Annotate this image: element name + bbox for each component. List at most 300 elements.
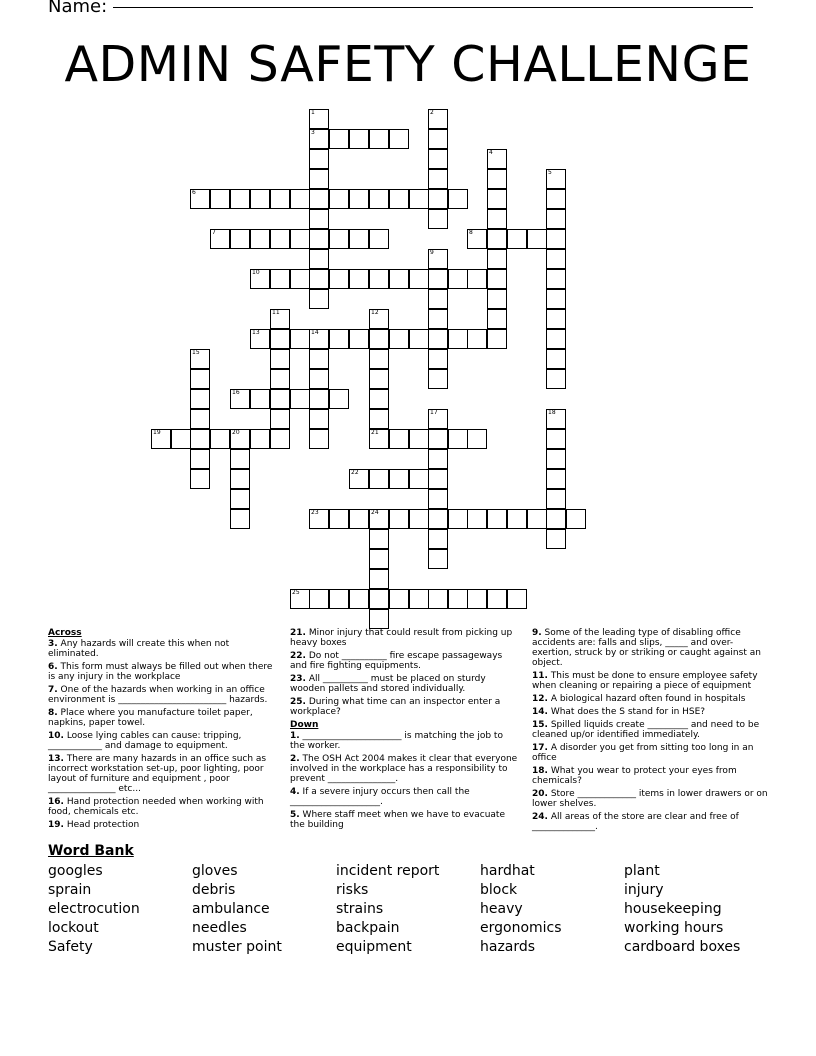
clue-text: A disorder you get from sitting too long in an office <box>532 743 754 763</box>
crossword-cell[interactable] <box>369 609 389 629</box>
cell-number: 18 <box>548 409 556 416</box>
crossword-cell[interactable] <box>507 589 527 609</box>
cell-number: 1 <box>311 109 315 116</box>
clue-number: 24. <box>532 812 548 822</box>
cell-number: 25 <box>292 589 300 596</box>
crossword-cell[interactable] <box>428 349 448 369</box>
clues-column-3 <box>532 628 768 835</box>
crossword-cell[interactable] <box>546 509 566 529</box>
word-bank-item: injury <box>624 882 664 898</box>
crossword-cell[interactable] <box>448 189 468 209</box>
crossword-cell[interactable] <box>290 329 310 349</box>
crossword-cell[interactable] <box>546 369 566 389</box>
word-bank-item: googles <box>48 863 103 879</box>
crossword-cell[interactable] <box>329 269 349 289</box>
crossword-cell[interactable] <box>270 409 290 429</box>
crossword-cell[interactable] <box>230 189 250 209</box>
crossword-cell[interactable] <box>190 469 210 489</box>
crossword-cell[interactable] <box>309 509 329 529</box>
crossword-cell[interactable] <box>428 429 448 449</box>
crossword-cell[interactable] <box>448 269 468 289</box>
crossword-cell[interactable] <box>309 209 329 229</box>
crossword-cell[interactable] <box>546 409 566 429</box>
clue-text: If a severe injury occurs then call the ____________________. <box>290 787 470 807</box>
crossword-cell[interactable] <box>210 429 230 449</box>
crossword-cell[interactable] <box>309 189 329 209</box>
crossword-cell[interactable] <box>487 589 507 609</box>
clue-text: ______________________ is matching the job to the worker. <box>290 731 503 751</box>
crossword-cell[interactable] <box>349 469 369 489</box>
crossword-cell[interactable] <box>409 589 429 609</box>
clue-number: 1. <box>290 731 300 741</box>
word-bank-item: cardboard boxes <box>624 939 741 955</box>
word-bank-item: backpain <box>336 920 400 936</box>
clue <box>290 674 520 694</box>
crossword-cell[interactable] <box>428 129 448 149</box>
clue-number: 20. <box>532 789 548 799</box>
clue-text: What does the S stand for in HSE? <box>547 707 706 717</box>
crossword-cell[interactable] <box>487 329 507 349</box>
crossword-cell[interactable] <box>349 129 369 149</box>
crossword-cell[interactable] <box>309 329 329 349</box>
crossword-cell[interactable] <box>467 269 487 289</box>
crossword-cell[interactable] <box>329 589 349 609</box>
clue-section-header: Down <box>290 720 319 730</box>
clue-number: 7. <box>48 685 58 695</box>
crossword-cell[interactable] <box>487 229 507 249</box>
clue-number: 11. <box>532 671 548 681</box>
crossword-cell[interactable] <box>409 509 429 529</box>
word-bank-item: strains <box>336 901 384 917</box>
crossword-cell[interactable] <box>428 269 448 289</box>
clue-text: There are many hazards in an office such as incorrect workstation set-up, poor lighting, poor layout of furniture and equipment , poor _______________ etc... <box>48 754 267 794</box>
crossword-cell[interactable] <box>270 229 290 249</box>
clue-number: 17. <box>532 743 548 753</box>
word-bank-item: gloves <box>192 863 238 879</box>
clue <box>532 707 768 717</box>
cell-number: 21 <box>371 429 379 436</box>
clue-number: 2. <box>290 754 300 764</box>
clue <box>532 694 768 704</box>
word-bank-item: block <box>480 882 518 898</box>
clue-text: Place where you manufacture toilet paper, napkins, paper towel. <box>48 708 253 728</box>
crossword-cell[interactable] <box>309 389 329 409</box>
crossword-cell[interactable] <box>369 369 389 389</box>
crossword-cell[interactable] <box>349 229 369 249</box>
clue-text: Where staff meet when we have to evacuate the building <box>290 810 505 830</box>
clue <box>290 628 520 648</box>
crossword-cell[interactable] <box>369 269 389 289</box>
clue <box>48 754 276 794</box>
clue-number: 21. <box>290 628 306 638</box>
crossword-cell[interactable] <box>270 329 290 349</box>
crossword-cell[interactable] <box>467 509 487 529</box>
clue-number: 23. <box>290 674 306 684</box>
crossword-cell[interactable] <box>190 429 210 449</box>
clue <box>48 797 276 817</box>
crossword-cell[interactable] <box>290 389 310 409</box>
clue <box>532 720 768 740</box>
crossword-cell[interactable] <box>250 429 270 449</box>
crossword-cell[interactable] <box>428 589 448 609</box>
crossword-cell[interactable] <box>369 589 389 609</box>
clue-number: 22. <box>290 651 306 661</box>
clue <box>48 708 276 728</box>
cell-number: 3 <box>311 129 315 136</box>
cell-number: 12 <box>371 309 379 316</box>
crossword-cell[interactable] <box>290 589 310 609</box>
clue-number: 6. <box>48 662 58 672</box>
crossword-cell[interactable] <box>546 349 566 369</box>
crossword-cell[interactable] <box>487 509 507 529</box>
crossword-cell[interactable] <box>329 229 349 249</box>
cell-number: 4 <box>489 149 493 156</box>
word-bank-item: heavy <box>480 901 523 917</box>
crossword-cell[interactable] <box>428 209 448 229</box>
crossword-cell[interactable] <box>349 269 369 289</box>
clue-number: 5. <box>290 810 300 820</box>
word-bank-item: hardhat <box>480 863 535 879</box>
crossword-cell[interactable] <box>389 429 409 449</box>
crossword-cell[interactable] <box>409 469 429 489</box>
clue-text: This form must always be filled out when there is any injury in the workplace <box>48 662 273 682</box>
crossword-cell[interactable] <box>250 389 270 409</box>
crossword-cell[interactable] <box>210 229 230 249</box>
crossword-cell[interactable] <box>369 329 389 349</box>
crossword-cell[interactable] <box>190 389 210 409</box>
crossword-cell[interactable] <box>329 389 349 409</box>
clue <box>48 685 276 705</box>
crossword-cell[interactable] <box>369 189 389 209</box>
crossword-cell[interactable] <box>309 269 329 289</box>
clue <box>290 754 520 784</box>
clue-text: What you wear to protect your eyes from chemicals? <box>532 766 737 786</box>
crossword-cell[interactable] <box>487 289 507 309</box>
crossword-cell[interactable] <box>409 329 429 349</box>
clue <box>532 628 768 668</box>
clue-number: 8. <box>48 708 58 718</box>
clue <box>48 731 276 751</box>
crossword-cell[interactable] <box>527 229 547 249</box>
cell-number: 19 <box>153 429 161 436</box>
clue-text: Head protection <box>63 820 140 830</box>
crossword-cell[interactable] <box>487 309 507 329</box>
crossword-cell[interactable] <box>428 529 448 549</box>
crossword-cell[interactable] <box>546 309 566 329</box>
crossword-cell[interactable] <box>467 329 487 349</box>
cell-number: 16 <box>232 389 240 396</box>
crossword-cell[interactable] <box>546 429 566 449</box>
crossword-cell[interactable] <box>448 329 468 349</box>
cell-number: 2 <box>430 109 434 116</box>
crossword-cell[interactable] <box>428 169 448 189</box>
crossword-cell[interactable] <box>309 349 329 369</box>
crossword-cell[interactable] <box>309 369 329 389</box>
word-bank-item: electrocution <box>48 901 140 917</box>
clue <box>48 820 276 830</box>
word-bank-item: lockout <box>48 920 99 936</box>
crossword-cell[interactable] <box>487 269 507 289</box>
crossword-cell[interactable] <box>428 289 448 309</box>
crossword-cell[interactable] <box>309 109 329 129</box>
cell-number: 23 <box>311 509 319 516</box>
word-bank-title: Word Bank <box>48 843 134 859</box>
crossword-cell[interactable] <box>369 549 389 569</box>
crossword-cell[interactable] <box>428 149 448 169</box>
crossword-cell[interactable] <box>329 189 349 209</box>
crossword-cell[interactable] <box>546 449 566 469</box>
cell-number: 22 <box>351 469 359 476</box>
name-label: Name: <box>48 0 108 17</box>
clues-column-2 <box>290 628 520 833</box>
crossword-cell[interactable] <box>546 269 566 289</box>
crossword-cell[interactable] <box>270 369 290 389</box>
crossword-cell[interactable] <box>467 229 487 249</box>
crossword-cell[interactable] <box>546 469 566 489</box>
clue-number: 16. <box>48 797 64 807</box>
clues-column-1 <box>48 628 276 833</box>
clue-text: Spilled liquids create _________ and need to be cleaned up/or identified immediately. <box>532 720 760 740</box>
crossword-cell[interactable] <box>250 189 270 209</box>
crossword-cell[interactable] <box>349 509 369 529</box>
crossword-cell[interactable] <box>448 429 468 449</box>
clue-text: Hand protection needed when working with food, chemicals etc. <box>48 797 264 817</box>
crossword-cell[interactable] <box>270 349 290 369</box>
crossword-cell[interactable] <box>409 189 429 209</box>
crossword-cell[interactable] <box>428 309 448 329</box>
crossword-cell[interactable] <box>369 229 389 249</box>
crossword-cell[interactable] <box>428 449 448 469</box>
crossword-cell[interactable] <box>546 329 566 349</box>
crossword-cell[interactable] <box>309 429 329 449</box>
crossword-cell[interactable] <box>448 589 468 609</box>
word-bank-item: muster point <box>192 939 282 955</box>
word-bank-item: risks <box>336 882 369 898</box>
cell-number: 15 <box>192 349 200 356</box>
clue-number: 4. <box>290 787 300 797</box>
crossword-cell[interactable] <box>250 329 270 349</box>
clue <box>532 812 768 832</box>
crossword-cell[interactable] <box>270 389 290 409</box>
crossword-cell[interactable] <box>290 269 310 289</box>
cell-number: 11 <box>272 309 280 316</box>
crossword-cell[interactable] <box>309 129 329 149</box>
clue <box>532 766 768 786</box>
crossword-cell[interactable] <box>546 489 566 509</box>
crossword-cell[interactable] <box>428 189 448 209</box>
clue-number: 9. <box>532 628 542 638</box>
crossword-cell[interactable] <box>270 269 290 289</box>
clue-text: All areas of the store are clear and free of ______________. <box>532 812 739 832</box>
crossword-cell[interactable] <box>171 429 191 449</box>
crossword-cell[interactable] <box>369 509 389 529</box>
crossword-cell[interactable] <box>309 169 329 189</box>
crossword-cell[interactable] <box>546 229 566 249</box>
crossword-cell[interactable] <box>428 249 448 269</box>
crossword-cell[interactable] <box>369 569 389 589</box>
crossword-cell[interactable] <box>230 449 250 469</box>
crossword-cell[interactable] <box>290 229 310 249</box>
clue <box>290 810 520 830</box>
crossword-cell[interactable] <box>428 329 448 349</box>
clue-number: 13. <box>48 754 64 764</box>
word-bank-item: sprain <box>48 882 92 898</box>
crossword-cell[interactable] <box>389 329 409 349</box>
cell-number: 13 <box>252 329 260 336</box>
crossword-cell[interactable] <box>369 429 389 449</box>
crossword-cell[interactable] <box>546 189 566 209</box>
crossword-cell[interactable] <box>270 309 290 329</box>
crossword-cell[interactable] <box>309 249 329 269</box>
crossword-cell[interactable] <box>546 249 566 269</box>
crossword-cell[interactable] <box>329 129 349 149</box>
crossword-cell[interactable] <box>151 429 171 449</box>
crossword-cell[interactable] <box>190 369 210 389</box>
crossword-cell[interactable] <box>467 429 487 449</box>
crossword-cell[interactable] <box>250 269 270 289</box>
crossword-cell[interactable] <box>349 589 369 609</box>
crossword-cell[interactable] <box>389 189 409 209</box>
crossword-cell[interactable] <box>507 509 527 529</box>
crossword-cell[interactable] <box>349 329 369 349</box>
crossword-cell[interactable] <box>369 409 389 429</box>
page-title: ADMIN SAFETY CHALLENGE <box>64 36 752 93</box>
clue <box>290 651 520 671</box>
crossword-cell[interactable] <box>190 349 210 369</box>
crossword-cell[interactable] <box>369 389 389 409</box>
word-bank-item: debris <box>192 882 236 898</box>
crossword-cell[interactable] <box>487 189 507 209</box>
crossword-cell[interactable] <box>270 189 290 209</box>
word-bank-item: needles <box>192 920 247 936</box>
clue-text: All __________ must be placed on sturdy wooden pallets and stored individually. <box>290 674 486 694</box>
word-bank-item: housekeeping <box>624 901 722 917</box>
word-bank-item: incident report <box>336 863 440 879</box>
crossword-cell[interactable] <box>428 369 448 389</box>
cell-number: 20 <box>232 429 240 436</box>
clue-text: One of the hazards when working in an office environment is ________________________ hazards. <box>48 685 268 705</box>
clue-text: A biological hazard often found in hospitals <box>547 694 746 704</box>
crossword-cell[interactable] <box>389 469 409 489</box>
crossword-cell[interactable] <box>389 269 409 289</box>
clue <box>532 789 768 809</box>
crossword-cell[interactable] <box>230 229 250 249</box>
crossword-cell[interactable] <box>309 409 329 429</box>
crossword-cell[interactable] <box>230 389 250 409</box>
crossword-cell[interactable] <box>329 329 349 349</box>
crossword-cell[interactable] <box>487 169 507 189</box>
word-bank-item: plant <box>624 863 660 879</box>
crossword-cell[interactable] <box>270 429 290 449</box>
crossword-cell[interactable] <box>428 469 448 489</box>
crossword-cell[interactable] <box>329 509 349 529</box>
crossword-cell[interactable] <box>409 429 429 449</box>
clue-number: 10. <box>48 731 64 741</box>
clue-text: During what time can an inspector enter a workplace? <box>290 697 501 717</box>
crossword-cell[interactable] <box>389 129 409 149</box>
cell-number: 5 <box>548 169 552 176</box>
crossword-cell[interactable] <box>428 509 448 529</box>
word-bank-item: Safety <box>48 939 93 955</box>
word-bank-item: ambulance <box>192 901 270 917</box>
crossword-cell[interactable] <box>389 509 409 529</box>
crossword-cell[interactable] <box>409 269 429 289</box>
crossword-cell[interactable] <box>389 589 409 609</box>
crossword-cell[interactable] <box>487 249 507 269</box>
crossword-cell[interactable] <box>309 289 329 309</box>
clue-number: 25. <box>290 697 306 707</box>
crossword-cell[interactable] <box>349 189 369 209</box>
crossword-cell[interactable] <box>546 169 566 189</box>
crossword-cell[interactable] <box>467 589 487 609</box>
crossword-cell[interactable] <box>369 529 389 549</box>
crossword-cell[interactable] <box>230 469 250 489</box>
clue-number: 14. <box>532 707 548 717</box>
crossword-cell[interactable] <box>428 489 448 509</box>
crossword-cell[interactable] <box>369 349 389 369</box>
crossword-cell[interactable] <box>309 229 329 249</box>
clue <box>290 731 520 751</box>
crossword-cell[interactable] <box>428 549 448 569</box>
clue-number: 3. <box>48 639 58 649</box>
cell-number: 24 <box>371 509 379 516</box>
clue <box>532 671 768 691</box>
crossword-cell[interactable] <box>448 509 468 529</box>
crossword-cell[interactable] <box>230 489 250 509</box>
cell-number: 17 <box>430 409 438 416</box>
crossword-cell[interactable] <box>230 429 250 449</box>
crossword-cell[interactable] <box>250 229 270 249</box>
crossword-cell[interactable] <box>507 229 527 249</box>
cell-number: 10 <box>252 269 260 276</box>
crossword-cell[interactable] <box>428 409 448 429</box>
crossword-cell[interactable] <box>230 509 250 529</box>
crossword-cell[interactable] <box>546 529 566 549</box>
clue-text: Minor injury that could result from picking up heavy boxes <box>290 628 513 648</box>
crossword-cell[interactable] <box>566 509 586 529</box>
crossword-cell[interactable] <box>190 449 210 469</box>
crossword-cell[interactable] <box>210 189 230 209</box>
clue-number: 12. <box>532 694 548 704</box>
crossword-cell[interactable] <box>309 589 329 609</box>
crossword-cell[interactable] <box>546 289 566 309</box>
crossword-cell[interactable] <box>546 209 566 229</box>
crossword-cell[interactable] <box>290 189 310 209</box>
crossword-cell[interactable] <box>190 189 210 209</box>
crossword-cell[interactable] <box>487 149 507 169</box>
cell-number: 9 <box>430 249 434 256</box>
clue <box>532 743 768 763</box>
word-bank-item: working hours <box>624 920 724 936</box>
crossword-cell[interactable] <box>309 149 329 169</box>
word-bank-item: hazards <box>480 939 536 955</box>
crossword-cell[interactable] <box>369 469 389 489</box>
clue-text: Loose lying cables can cause: tripping, ____________ and damage to equipment. <box>48 731 242 751</box>
crossword-cell[interactable] <box>369 309 389 329</box>
crossword-cell[interactable] <box>369 129 389 149</box>
clue <box>290 787 520 807</box>
crossword-cell[interactable] <box>527 509 547 529</box>
crossword-cell[interactable] <box>428 109 448 129</box>
clue-text: Some of the leading type of disabling office accidents are: falls and slips, _____ and over-exertion, struck by or striking or caught against an object. <box>532 628 761 668</box>
clue-text: Store _____________ items in lower drawers or on lower shelves. <box>532 789 768 809</box>
crossword-cell[interactable] <box>190 409 210 429</box>
clue-text: Do not __________ fire escape passageways and fire fighting equipments. <box>290 651 503 671</box>
crossword-cell[interactable] <box>487 209 507 229</box>
clue <box>48 662 276 682</box>
clue-number: 15. <box>532 720 548 730</box>
clue-text: Any hazards will create this when not eliminated. <box>48 639 230 659</box>
